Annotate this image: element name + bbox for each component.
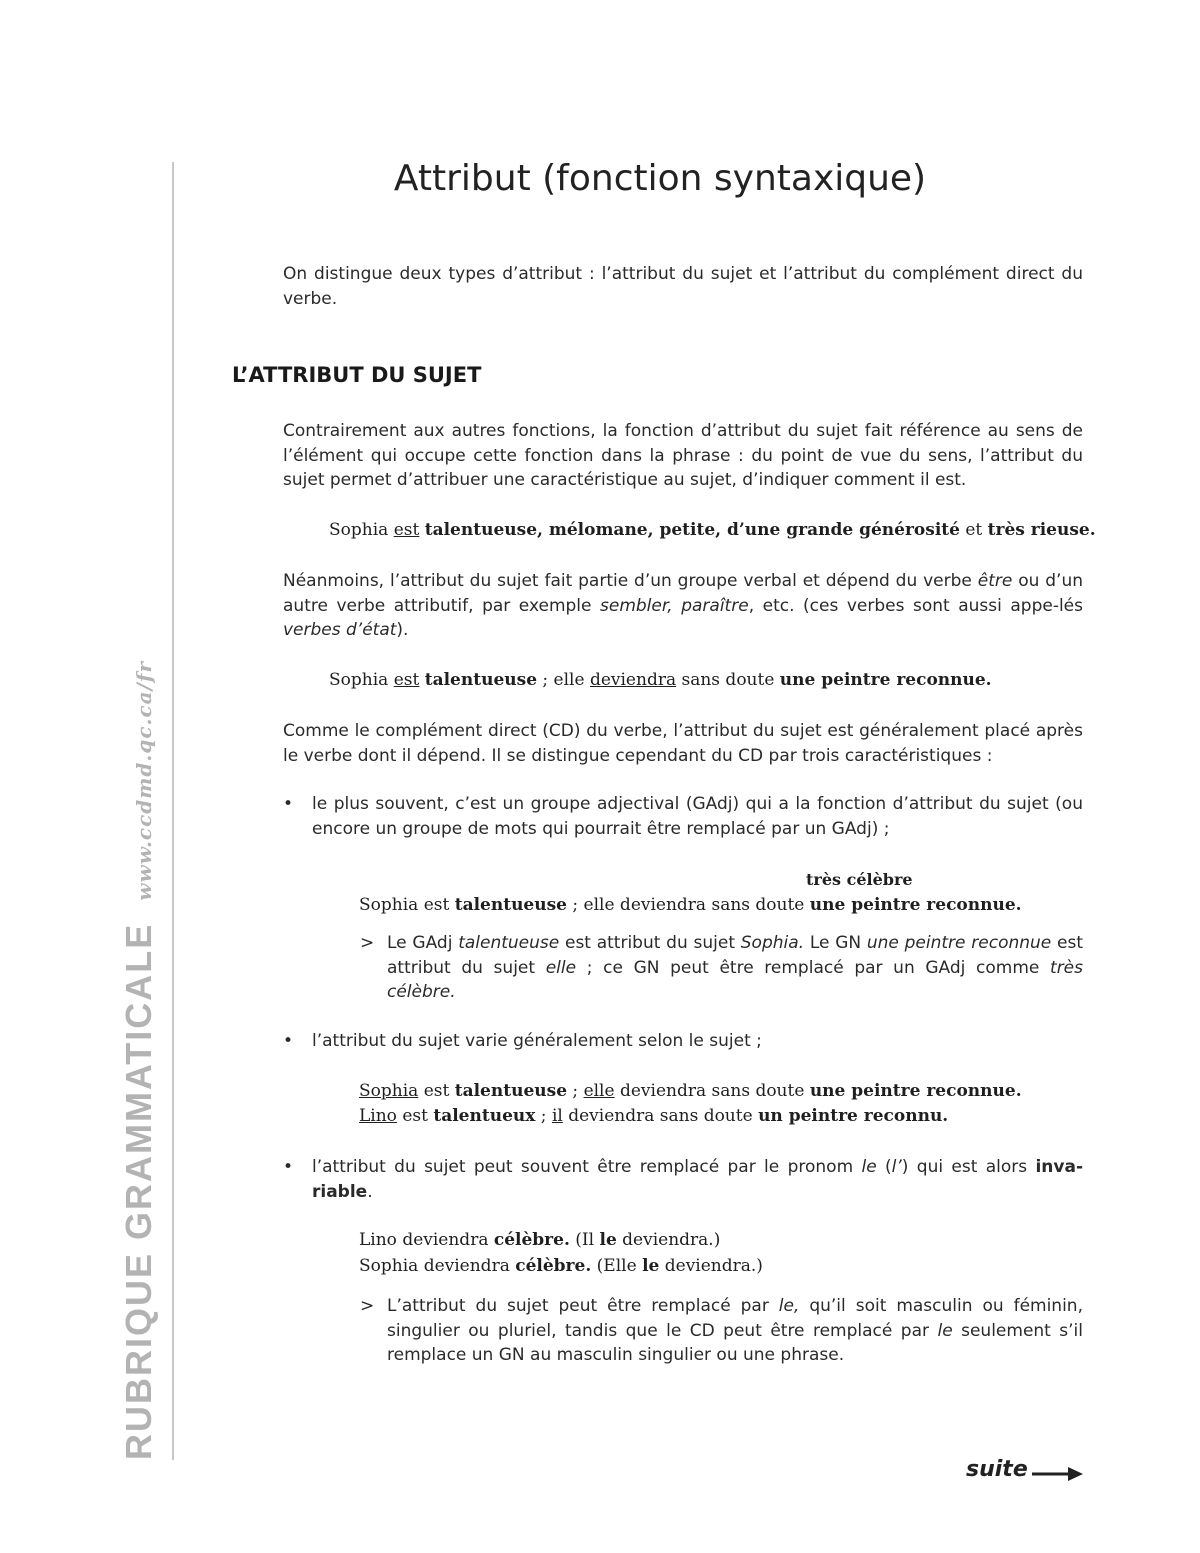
ex2-text: Sophia	[329, 670, 394, 690]
ex5-attribute: célèbre.	[493, 1230, 570, 1250]
bullet-marker: •	[283, 794, 294, 814]
paragraph-definition: Contrairement aux autres fonctions, la fonction d’attribut du sujet fait référence au sens de l’élément qui occupe cette fonction dans la phrase : du point de vue du sens, l’attribut du sujet permet d’attribuer une caractéristique au sujet, d’indiquer comment il est.	[283, 421, 1083, 490]
note1-text: Le GN	[804, 933, 867, 953]
example-4-line-2	[359, 1106, 948, 1126]
note2-text: L’attribut du sujet peut être remplacé par	[387, 1296, 779, 1316]
ex4-subject: elle	[583, 1081, 615, 1101]
ex1-attribute: talentueuse, mélomane, petite, d’une grande générosité	[424, 520, 960, 540]
ex2-attribute: talentueuse	[424, 670, 538, 690]
bullet3-text: (	[876, 1157, 892, 1177]
sidebar-url: www.ccdmd.qc.ca/fr	[132, 660, 156, 901]
ex5-text: Sophia deviendra	[359, 1256, 516, 1276]
ex3-text: ; elle deviendra sans doute	[567, 895, 810, 915]
ex1-text: et	[959, 520, 988, 540]
ex5-pronoun: le	[642, 1256, 660, 1276]
example-5-line-2	[359, 1256, 763, 1276]
ex4-attribute: un peintre reconnu.	[758, 1106, 949, 1126]
ex5-text: (Elle	[591, 1256, 643, 1276]
bullet-marker: •	[283, 1157, 294, 1177]
note2-italic: le,	[778, 1296, 800, 1316]
example-4-line-1	[359, 1081, 1022, 1101]
bullet3-text: .	[367, 1181, 373, 1202]
note-2-text	[387, 1294, 1083, 1368]
note1-italic: très célèbre.	[387, 957, 1084, 1002]
ex5-pronoun: le	[599, 1230, 617, 1250]
page-title: Attribut (fonction syntaxique)	[393, 158, 927, 199]
bullet3-text: l’attribut du sujet peut souvent être remplacé par le pronom	[312, 1157, 862, 1177]
ex4-text: est	[396, 1106, 434, 1126]
note2-text: qu’il soit masculin ou féminin, singulier ou pluriel, tandis que le CD peut être remplacé par	[387, 1296, 1083, 1341]
ex2-verb: est	[393, 670, 420, 690]
note1-italic: elle	[545, 957, 577, 978]
note1-text: ; ce GN peut être remplacé par un GAdj comme	[576, 957, 1051, 978]
ex3-attribute: une peintre reconnue.	[809, 895, 1022, 915]
paragraph-attributive-verbs	[283, 569, 1083, 643]
note1-text: est attribut du sujet	[559, 933, 741, 953]
ex4-subject: il	[551, 1106, 563, 1126]
note-marker-icon: >	[360, 933, 375, 953]
bullet-marker: •	[283, 1031, 294, 1051]
ex5-text: deviendra.)	[659, 1256, 763, 1276]
para2-text: , etc. (ces verbes sont aussi appe-lés	[748, 595, 1083, 616]
ex2-attribute: une peintre reconnue.	[779, 670, 992, 690]
sidebar-vertical-text	[118, 661, 160, 1460]
ex4-text: deviendra sans doute	[614, 1081, 810, 1101]
ex2-text: sans doute	[676, 670, 780, 690]
note1-text: Le GAdj	[387, 933, 459, 953]
bullet3-italic: le	[861, 1157, 877, 1177]
note2-text: seulement s’il remplace un GN au masculin singulier ou une phrase.	[387, 1320, 1084, 1365]
ex4-subject: Sophia	[359, 1081, 419, 1101]
para2-text: Néanmoins, l’attribut du sujet fait partie d’un groupe verbal et dépend du verbe	[283, 571, 978, 591]
paragraph-characteristics: Comme le complément direct (CD) du verbe, l’attribut du sujet est généralement placé après le verbe dont il dépend. Il se distingue cependant du CD par trois caractéristiques :	[283, 721, 1083, 766]
ex2-text: ; elle	[537, 670, 590, 690]
ex5-text: (Il	[569, 1230, 600, 1250]
ex3-text: Sophia est	[359, 895, 455, 915]
bullet-3-text	[312, 1155, 1083, 1204]
example-3	[359, 895, 1022, 915]
ex4-subject: Lino	[359, 1106, 397, 1126]
sidebar-divider	[172, 162, 174, 1460]
bullet3-bold: inva-riable	[312, 1157, 1084, 1202]
bullet-1-text: le plus souvent, c’est un groupe adjectival (GAdj) qui a la fonction d’attribut du sujet (ou encore un groupe de mots qui pourrait être remplacé par un GAdj) ;	[312, 794, 1083, 839]
section-heading: L’ATTRIBUT DU SUJET	[232, 363, 482, 387]
note2-italic: le	[937, 1320, 953, 1341]
ex1-text: Sophia	[329, 520, 394, 540]
ex4-text: ;	[535, 1106, 552, 1126]
para2-italic: être	[977, 571, 1013, 591]
ex4-attribute: une peintre reconnue.	[809, 1081, 1022, 1101]
example-2	[329, 670, 992, 690]
example-3-replacement: très célèbre	[806, 870, 913, 889]
note1-italic: Sophia.	[740, 933, 805, 953]
bullet3-text: ) qui est alors	[901, 1157, 1036, 1177]
ex4-text: ;	[567, 1081, 584, 1101]
ex4-attribute: talentueuse	[454, 1081, 568, 1101]
ex1-verb: est	[393, 520, 420, 540]
ex4-text: deviendra sans doute	[562, 1106, 759, 1126]
ex5-attribute: célèbre.	[515, 1256, 592, 1276]
arrow-right-icon[interactable]	[1032, 1466, 1084, 1482]
ex1-attribute: très rieuse.	[987, 520, 1096, 540]
note1-italic: talentueuse	[458, 933, 560, 953]
sidebar-rubric: RUBRIQUE GRAMMATICALE	[118, 922, 159, 1460]
ex5-text: deviendra.)	[616, 1230, 721, 1250]
bullet3-italic: l’	[891, 1157, 902, 1177]
ex4-attribute: talentueux	[433, 1106, 536, 1126]
para2-italic: verbes d’état	[283, 620, 397, 640]
continue-label[interactable]: suite	[966, 1457, 1028, 1482]
example-5-line-1	[359, 1230, 720, 1250]
intro-paragraph: On distingue deux types d’attribut : l’attribut du sujet et l’attribut du complément direct du verbe.	[283, 264, 1083, 309]
ex4-text: est	[418, 1081, 455, 1101]
ex5-text: Lino deviendra	[359, 1230, 494, 1250]
note-marker-icon: >	[360, 1296, 375, 1316]
para2-text: ).	[396, 620, 409, 640]
note1-italic: une peintre reconnue	[866, 933, 1052, 953]
note-1-text	[387, 931, 1083, 1005]
note1-text: est attribut du sujet	[387, 933, 1083, 978]
ex2-verb: deviendra	[589, 670, 677, 690]
para2-text: ou d’un autre verbe attributif, par exemple	[283, 571, 1083, 616]
para2-italic: sembler, paraître	[600, 595, 749, 616]
example-1	[329, 520, 1096, 540]
bullet-2-text: l’attribut du sujet varie généralement selon le sujet ;	[312, 1031, 762, 1051]
ex3-attribute: talentueuse	[454, 895, 567, 915]
